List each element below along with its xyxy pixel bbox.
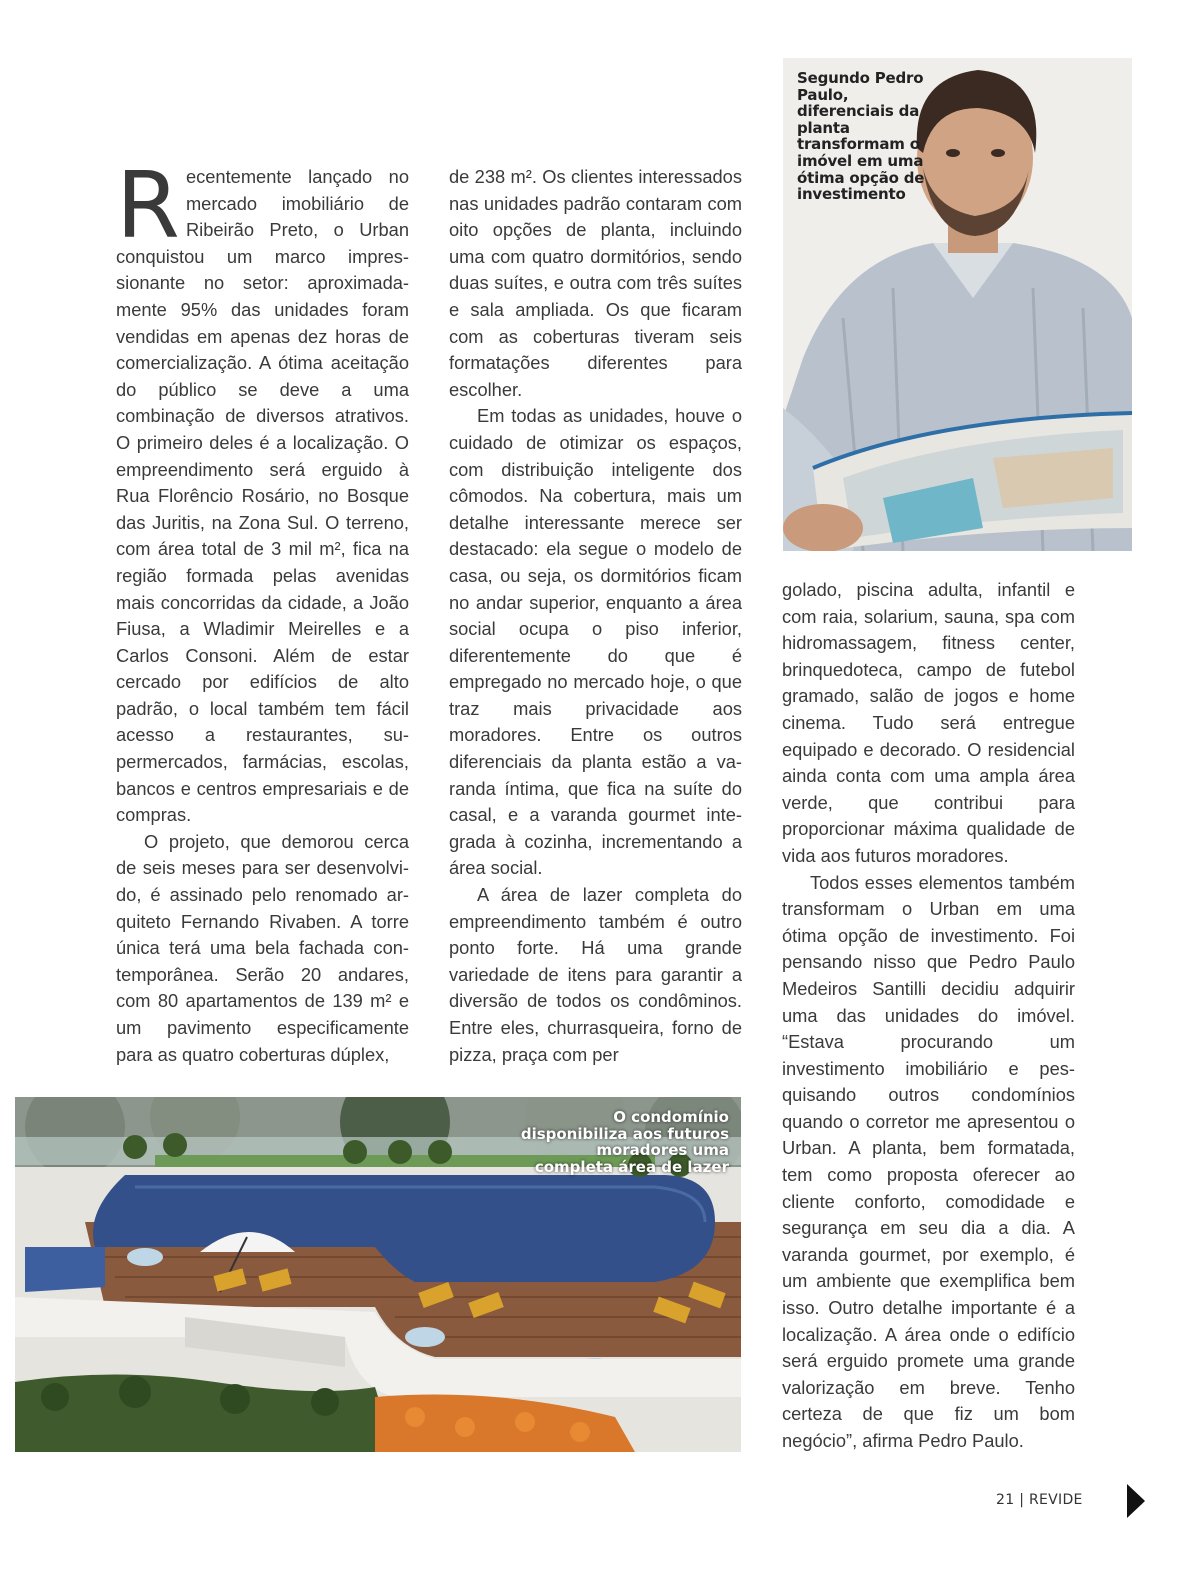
page-number: 21	[996, 1492, 1015, 1508]
page-footer	[996, 1492, 1083, 1508]
footer-separator: |	[1019, 1492, 1025, 1508]
article-paragraph-6: golado, piscina adulta, infantil e com raia, solarium, sauna, spa com hidromassagem, fitness center, brinquedoteca, campo de futebol gramado, salão de jogos e home cinema. Tudo será entregue equipado e decorado. O residencial ainda conta com uma ampla área verde, que contribui para proporcionar máxima qualidade de vida aos futuros moradores.	[782, 579, 1075, 866]
portrait-photo	[783, 58, 1132, 551]
article-column-1	[116, 152, 409, 1068]
portrait-caption: Segundo Pedro Paulo, diferenciais da planta transformam o imóvel em uma ótima opção de investimento	[797, 69, 925, 204]
article-column-2	[449, 164, 742, 1068]
magazine-name: REVIDE	[1028, 1492, 1083, 1508]
drop-cap: R	[116, 152, 180, 259]
article-paragraph-3: de 238 m². Os clientes interessados nas unidades padrão contaram com oito opções de planta, incluindo uma com quatro dormitórios, sendo duas suítes, e outra com três suítes e sala ampliada. Os que ficaram com as coberturas tiveram seis formatações diferentes para escolher.	[449, 166, 742, 400]
pool-area-photo	[15, 1097, 741, 1452]
article-paragraph-4: Em todas as unidades, houve o cuidado de otimizar os espaços, com distribuição inteligente dos cômodos. Na cobertura, mais um detalhe interessante merece ser destacado: ela segue o modelo de casa, ou seja, os dormitórios ficam no andar superior, enquanto a área social ocupa o piso inferior, diferentemente do que é empregado no mercado hoje, o que traz mais privacidade aos moradores. Entre os outros diferenciais da planta estão a varanda íntima, que fica na suíte do casal, e a varanda gourmet integrada à cozinha, incrementando a área social.	[449, 405, 742, 879]
pool-caption: O condomínio disponibiliza aos futuros moradores uma completa área de lazer	[520, 1108, 729, 1176]
article-paragraph-1: ecentemente lançado no mercado imobiliário de Ribeirão Preto, o Urban conquistou um marco impressionante no setor: aproximadamente 95% das unidades foram vendidas em apenas dez horas de comercialização. A ótima aceitação do público se deve a uma combinação de diversos atrativos. O primeiro deles é a localização. O empreendimento será erguido à Rua Florêncio Rosário, no Bosque das Juritis, na Zona Sul. O terreno, com área total de 3 mil m², fica na região formada pelas avenidas mais concorridas da cidade, a João Fiusa, a Wladimir Meirelles e a Carlos Consoni. Além de estar cercado por edifícios de alto padrão, o local também tem fácil acesso a restaurantes, supermercados, farmácias, escolas, bancos e centros empresariais e de compras.	[116, 166, 409, 826]
article-paragraph-7: Todos esses elementos também transformam o Urban em uma ótima opção de investimento. Foi pensando nisso que Pedro Paulo Medeiros Santilli decidiu adquirir uma das unidades do imóvel. “Estava procurando um investimento imobiliário e pesquisando outros condomínios quando o corretor me apresentou o Urban. A planta, bem formatada, tem como proposta oferecer ao cliente conforto, comodidade e segurança em seu dia a dia. A varanda gourmet, por exemplo, é um ambiente que exemplifica bem isso. Outro detalhe importante é a localização. A área onde o edifício será erguido promete uma grande valorização em breve. Tenho certeza de que fiz um bom negócio”, afirma Pedro Paulo.	[782, 871, 1075, 1451]
next-page-arrow-icon[interactable]	[1127, 1484, 1145, 1518]
article-paragraph-5: A área de lazer completa do empreendimento também é outro ponto forte. Há uma grande variedade de itens para garantir a diversão de todos os condôminos. Entre eles, churrasqueira, forno de pizza, praça com per	[449, 884, 742, 1065]
article-column-3	[782, 577, 1075, 1455]
article-paragraph-2: O projeto, que demorou cerca de seis meses para ser desenvolvido, é assinado pelo renomado arquiteto Fernando Rivaben. A torre única terá uma bela fachada contemporânea. Serão 20 andares, com 80 apartamentos de 139 m² e um pavimento especificamente para as quatro coberturas dúplex,	[116, 830, 409, 1065]
